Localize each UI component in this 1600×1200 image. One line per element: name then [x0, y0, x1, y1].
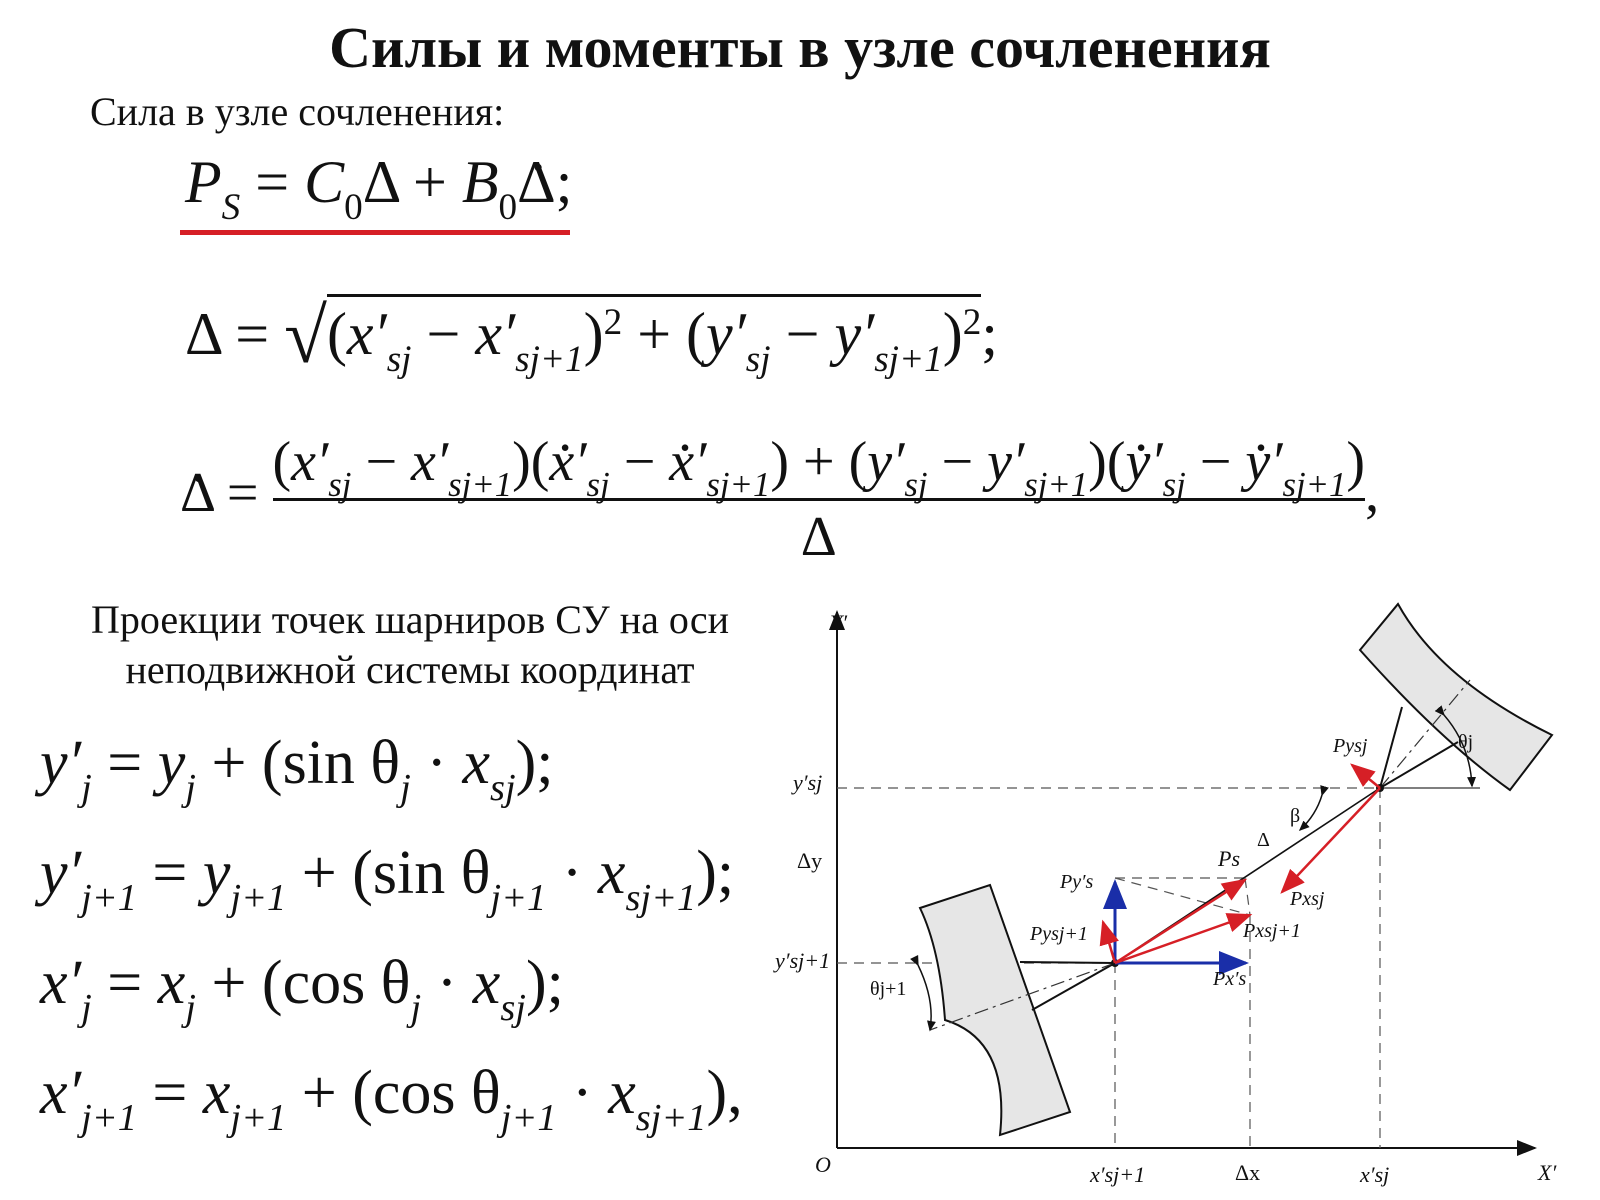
formula-x-j: $x'_j = x_j + (\cos$ $\theta_j \cdot x_{sj}$);: [40, 949, 564, 1030]
label-dy: Δy: [797, 848, 823, 873]
formula-y-j: $y'_j = y_j + (\sin$ $\theta_j \cdot x_{sj}$);: [40, 729, 554, 810]
label-delta: Δ: [1257, 829, 1270, 851]
axis-x-label: X′: [1538, 1160, 1557, 1185]
origin-label: O: [815, 1152, 831, 1177]
subtitle: Сила в узле сочленения:: [90, 89, 505, 134]
delta-equation: $\Delta = √(x'_{sj} - x'_{sj+1})^2 + (y'_{sj} - y'_{sj+1})^2$;: [185, 291, 998, 380]
label-theta-j1: θj+1: [870, 978, 907, 1000]
projection-caption-line1: Проекции точек шарниров СУ на оси: [90, 597, 730, 642]
label-dx: Δx: [1235, 1160, 1261, 1185]
label-Pxsj1: Pxsj+1: [1243, 920, 1301, 942]
projection-caption-line2: неподвижной системы координат: [125, 647, 695, 692]
label-Pys: Py′s: [1060, 871, 1094, 893]
label-theta-j: θj: [1458, 731, 1474, 753]
label-ysj1: y′sj+1: [775, 948, 831, 973]
label-Pysj: Pysj: [1333, 735, 1368, 757]
label-xsj: x′sj: [1360, 1162, 1390, 1187]
Pxsj-vector: [1282, 788, 1380, 892]
force-equation: $P_S = C_0\Delta + B_0$. Δ;: [185, 148, 572, 217]
Pxsj1-vector: [1115, 915, 1250, 963]
page-title: Силы и моменты в узле сочленения: [329, 15, 1271, 80]
formula-y-j1: $y'_{j+1} = y_{j+1} + (\sin$ $\theta_{j+1} \cdot x_{sj+1}$);: [40, 839, 735, 920]
Pysj1-vector: [1103, 922, 1115, 963]
label-beta: β: [1290, 805, 1301, 827]
Pysj-vector: [1352, 765, 1380, 788]
label-Pxs: Px′s: [1213, 968, 1247, 990]
Ps-vector: [1115, 880, 1245, 963]
axis-y-label: Y′: [830, 610, 848, 635]
label-ysj: y′sj: [793, 770, 823, 795]
label-Ps: Ps: [1218, 846, 1240, 871]
label-Pysj1: Pysj+1: [1030, 923, 1088, 945]
label-Pxsj: Pxsj: [1290, 888, 1325, 910]
formula-x-j1: $x'_{j+1} = x_{j+1} + (\cos$ $\theta_{j+1} \cdot x_{sj+1}$),: [40, 1059, 743, 1140]
label-xsj1: x′sj+1: [1090, 1162, 1146, 1187]
delta-dot-equation: . Δ = $(x'_{sj} - x'_{sj+1})$(. $x'_{sj}$ − . $x'_{sj+1}) + (y'_{sj} - y'_{sj+1})$(. $y'_{sj}$ − . $y'_{sj+1}$) Δ ,: [180, 430, 1379, 569]
